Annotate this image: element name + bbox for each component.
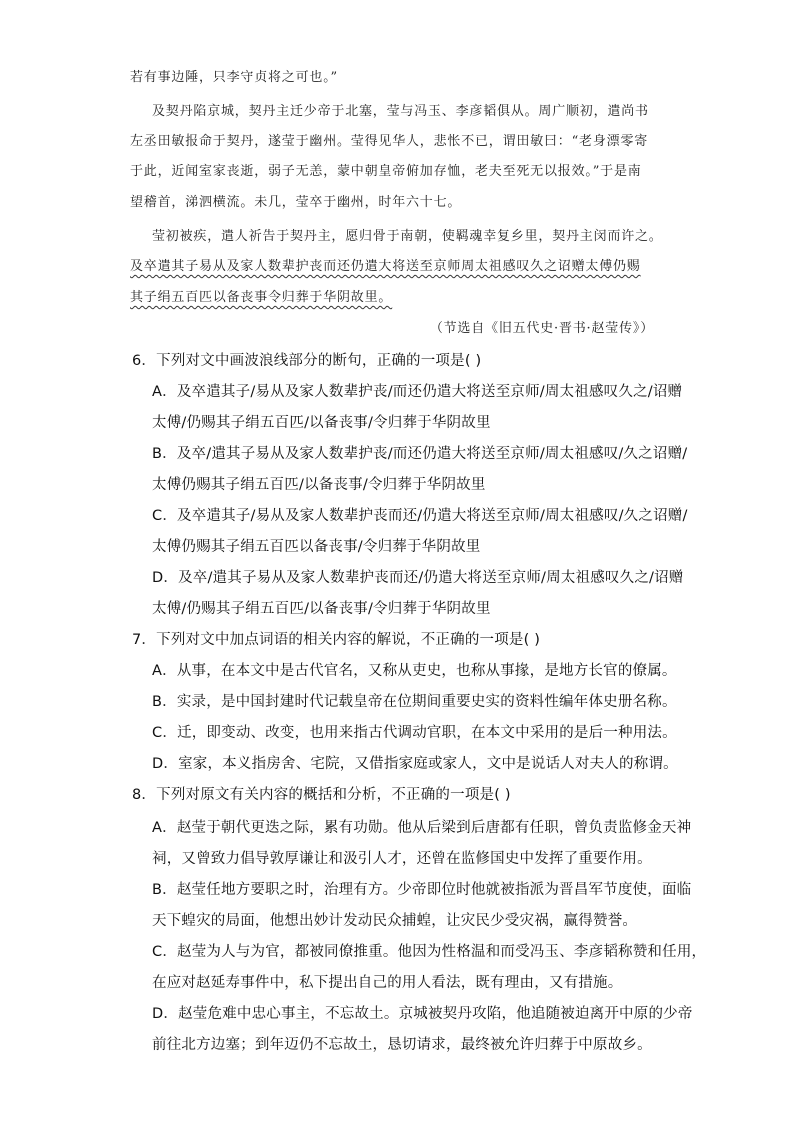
wavy-underlined-line: 其子绢五百匹以备丧事令归葬于华阴故里。 bbox=[130, 290, 393, 305]
option-d-line-1: D．及卒/遣其子易从及家人数辈护丧而还/仍遣大将送至京师/周太祖感叹久之/诏赠 bbox=[152, 570, 684, 586]
question-stem: 7．下列对文中加点词语的相关内容的解说，不正确的一项是( ) bbox=[132, 632, 541, 648]
option-d-line-2: 前往北方边塞；到年迈仍不忘故土，恳切请求，最终被允许归葬于中原故乡。 bbox=[152, 1037, 652, 1053]
option-c-line-2: 在应对赵延寿事件中，私下提出自己的用人看法，既有理由，又有措施。 bbox=[152, 975, 623, 991]
question-stem: 6．下列对文中画波浪线部分的断句，正确的一项是( ) bbox=[132, 353, 482, 369]
passage-line: 于此，近闻室家丧逝，弱子无恙，蒙中朝皇帝俯加存恤，老夫至死无以报效。”于是南 bbox=[130, 164, 642, 179]
option-b-line-2: 天下蝗灾的局面，他想出妙计发动民众捕蝗，让灾民少受灾祸，赢得赞誉。 bbox=[152, 913, 638, 929]
option-a-line-2: 祠，又曾致力倡导敦厚谦让和汲引人才，还曾在监修国史中发挥了重要作用。 bbox=[152, 851, 652, 867]
option-c-line-1: C．赵莹为人与为官，都被同僚推重。他因为性格温和而受冯玉、李彦韬称赞和任用， bbox=[152, 944, 707, 960]
option-c-line-1: C．及卒遣其子/易从及家人数辈护丧而还/仍遣大将送至京师/周太祖感叹/久之诏赠/ bbox=[152, 508, 688, 524]
option-b-line-1: B．及卒/遣其子易从及家人数辈护丧/而还仍遣大将送至京师/周太祖感叹/久之诏赠/ bbox=[152, 446, 688, 462]
option-a-line-2: 太傅/仍赐其子绢五百匹/以备丧事/令归葬于华阴故里 bbox=[152, 415, 491, 431]
option-d-line-2: 太傅/仍赐其子绢五百匹/以备丧事/令归葬于华阴故里 bbox=[152, 601, 491, 617]
passage-line: 及契丹陷京城，契丹主迁少帝于北塞，莹与冯玉、李彦韬俱从。周广顺初，遣尚书 bbox=[152, 104, 649, 119]
option-a-line-1: A．赵莹于朝代更迭之际，累有功勋。他从后梁到后唐都有任职，曾负责监修金天神 bbox=[152, 820, 692, 836]
option-c: C．迁，即变动、改变，也用来指古代调动官职，在本文中采用的是后一种用法。 bbox=[152, 725, 677, 741]
option-d-line-1: D．赵莹危难中忠心事主，不忘故土。京城被契丹攻陷，他追随被迫离开中原的少帝 bbox=[152, 1006, 693, 1022]
question-stem: 8．下列对原文有关内容的概括和分析，不正确的一项是( ) bbox=[132, 787, 511, 803]
passage-line: 若有事边陲，只李守贞将之可也。” bbox=[130, 70, 338, 85]
passage-line: 左丞田敏报命于契丹，遂莹于幽州。莹得见华人，悲怅不已，谓田敏曰：“老身漂零寄 bbox=[130, 134, 649, 149]
option-a-line-1: A．及卒遣其子/易从及家人数辈护丧/而还仍遣大将送至京师/周太祖感叹久之/诏赠 bbox=[152, 384, 683, 400]
option-b-line-2: 太傅仍赐其子绢五百匹/以备丧事/令归葬于华阴故里 bbox=[152, 477, 486, 493]
option-b-line-1: B．赵莹任地方要职之时，治理有方。少帝即位时他就被指派为晋昌军节度使，面临 bbox=[152, 882, 692, 898]
option-d: D．室家，本义指房舍、宅院，又借指家庭或家人，文中是说话人对夫人的称谓。 bbox=[152, 756, 678, 772]
passage-source: （节选自《旧五代史·晋书·赵莹传》） bbox=[429, 321, 654, 336]
wavy-underlined-line: 及卒遣其子易从及家人数辈护丧而还仍遣大将送至京师周太祖感叹久之诏赠太傅仍赐 bbox=[130, 259, 641, 274]
passage-line: 莹初被疾，遣人祈告于契丹主，愿归骨于南朝，使羁魂幸复乡里，契丹主闵而许之。 bbox=[152, 229, 663, 244]
option-b: B．实录，是中国封建时代记载皇帝在位期间重要史实的资料性编年体史册名称。 bbox=[152, 694, 677, 710]
passage-line: 望稽首，涕泗横流。未几，莹卒于幽州，时年六十七。 bbox=[130, 195, 462, 210]
option-a: A．从事，在本文中是古代官名，又称从吏史，也称从事掾，是地方长官的僚属。 bbox=[152, 663, 677, 679]
option-c-line-2: 太傅仍赐其子绢五百匹以备丧事/令归葬于华阴故里 bbox=[152, 539, 481, 555]
